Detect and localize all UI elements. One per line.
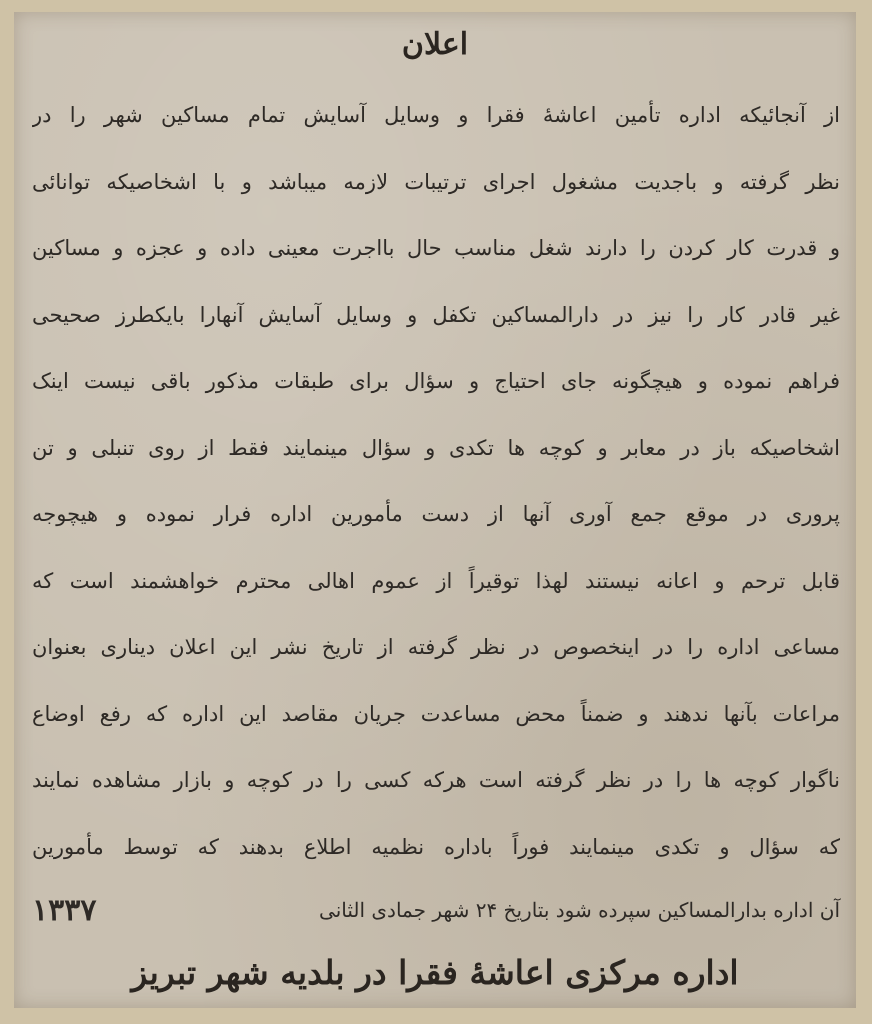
body-line: ناگوار کوچه ها را در نظر گرفته است هرکه کسی را در کوچه و بازار مشاهده نمایند	[32, 768, 840, 792]
body-line: مراعات بآنها ندهند و ضمناً محض مساعدت جریان مقاصد این اداره که رفع اوضاع	[32, 701, 840, 726]
notice-title: اعلان	[401, 27, 469, 62]
date-line	[32, 882, 840, 938]
body-line: اشخاصیکه باز در معابر و کوچه ها تکدی و سؤال مینمایند فقط از روی تنبلی و تن	[32, 435, 840, 460]
notice-body	[32, 82, 840, 880]
body-line: فراهم نموده و هیچگونه جای احتیاج و سؤال برای طبقات مذکور باقی نیست اینک	[32, 369, 840, 393]
body-line: قابل ترحم و اعانه نیستند لهذا توقیراً از عموم اهالی محترم خواهشمند است که	[32, 568, 840, 593]
body-line: پروری در موقع جمع آوری آنها از دست مأمورین اداره فرار نموده و هیچوجه	[32, 502, 840, 526]
issuer-signature: اداره مرکزی اعاشهٔ فقرا در بلدیه شهر تبریز	[131, 953, 739, 992]
date-text: آن اداره بدارالمساکین سپرده شود بتاریخ ۲۴ شهر جمادی الثانی	[319, 898, 840, 922]
body-line: غیر قادر کار را نیز در دارالمساکین تکفل و وسایل آسایش آنهارا بایکطرز صحیحی	[32, 302, 840, 327]
year-number: ۱۳۳۷	[32, 892, 97, 928]
body-line: مساعی اداره را در اینخصوص در نظر گرفته از تاریخ نشر این اعلان دیناری بعنوان	[32, 635, 840, 659]
notice-document	[14, 12, 856, 1008]
body-line: که سؤال و تکدی مینمایند فوراً باداره نظمیه اطلاع بدهند که توسط مأمورین	[32, 834, 840, 859]
body-line: و قدرت کار کردن را دارند شغل مناسب حال بااجرت معینی داده و عجزه و مساکین	[32, 236, 840, 260]
body-line: از آنجائیکه اداره تأمین اعاشهٔ فقرا و وسایل آسایش تمام مساکین شهر را در	[32, 103, 840, 127]
body-line: نظر گرفته و باجدیت مشغول اجرای ترتیبات لازمه میباشد و با اشخاصیکه توانائی	[32, 169, 840, 194]
